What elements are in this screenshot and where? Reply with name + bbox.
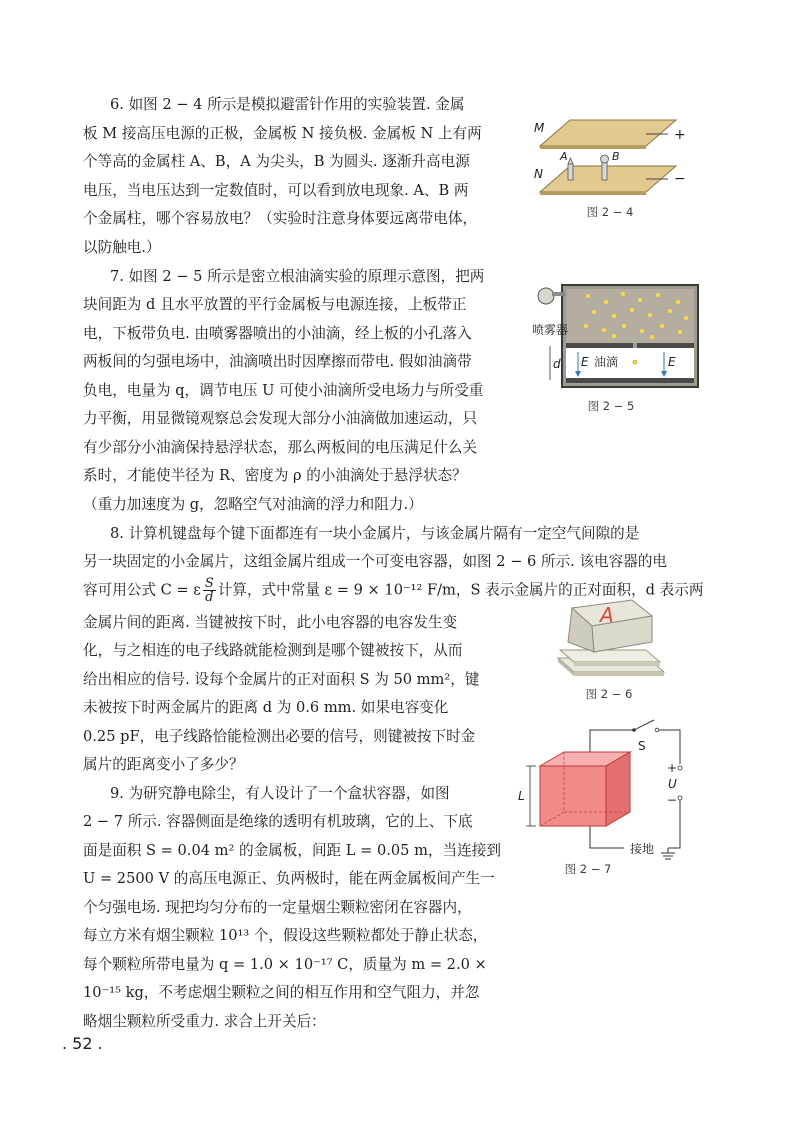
sprayer-bulb [538,288,554,304]
q9-line: 2 − 7 所示. 容器侧面是绝缘的透明有机玻璃，它的上、下底 [83,813,473,830]
q6-line: 以防触电.） [83,239,161,256]
q7-line: 7. 如图 2 − 5 所示是密立根油滴实验的原理示意图，把两 [110,268,485,285]
minus-sign: − [674,171,686,187]
pillar-b [602,162,607,180]
q8-line: 未被按下时两金属片的距离 d 为 0.6 mm. 如果电容变化 [83,699,449,716]
q9-line: U = 2500 V 的高压电源正、负两极时，能在两金属板间产生一 [83,870,495,887]
q6-line: 电压，当电压达到一定数值时，可以看到放电现象. A、B 两 [83,182,469,199]
q9-line: 10⁻¹⁵ kg，不考虑烟尘颗粒之间的相互作用和空气阻力，并忽 [83,984,480,1001]
q8-line: 8. 计算机键盘每个键下面都连有一块小金属片，与该金属片隔有一定空气间隙的是 [110,525,640,542]
figure-2-6-caption: 图 2 − 6 [585,687,633,701]
label-a: A [560,150,568,163]
figure-2-5-caption: 图 2 − 5 [587,399,635,413]
label-plus: + [667,761,678,775]
plus-sign: + [674,127,686,143]
label-u: U [668,777,677,791]
q9-line: 每立方米有烟尘颗粒 10¹³ 个，假设这些颗粒都处于静止状态， [83,927,488,944]
q9-line: 个匀强电场. 现把均匀分布的一定量烟尘颗粒密闭在容器内， [83,899,472,916]
label-m: M [534,121,545,135]
figure-2-7-dust-box [512,716,692,864]
q7-line: 有少部分小油滴保持悬浮状态，那么两板间的电压满足什么关 [83,439,478,456]
key-letter: A [600,603,614,627]
label-n: N [534,167,543,181]
q7-line: 系时，才能使半径为 R、密度为 ρ 的小油滴处于悬浮状态？ [83,467,467,484]
q7-line: 块间距为 d 且水平放置的平行金属板与电源连接，上板带正 [83,296,467,313]
label-switch: S [638,739,646,753]
figure-2-5-millikan [528,282,700,390]
q8-line: 属片的距离变小了多少？ [83,756,244,773]
label-d: d [553,357,561,371]
label-oil-drop: 油滴 [594,355,619,369]
upper-plate [566,343,633,348]
q8-line: 0.25 pF，电子线路恰能检测出必要的信号，则键被按下时金 [83,728,476,745]
label-e-left: E [581,355,589,369]
label-ground: 接地 [630,842,655,856]
q8-line: 给出相应的信号. 设每个金属片的正对面积 S 为 50 mm²，键 [83,671,480,688]
q8-line: 化，与之相连的电子线路就能检测到是哪个键被按下，从而 [83,642,463,659]
q8-line: 另一块固定的小金属片，这组金属片组成一个可变电容器，如图 2 − 6 所示. 该电容器的电 [83,553,668,570]
figure-2-7-caption: 图 2 − 7 [564,862,612,876]
lower-plate [566,378,694,383]
q6-line: 6. 如图 2 − 4 所示是模拟避雷针作用的实验装置. 金属 [110,96,465,113]
figure-2-4-caption: 图 2 − 4 [586,205,634,219]
figure-2-4-lightning-rod [528,112,688,212]
sprayer-label: 喷雾器 [532,323,569,337]
q7-line: （重力加速度为 g，忽略空气对油滴的浮力和阻力.） [83,496,423,513]
fraction-denominator: d [205,590,214,605]
q7-line: 两板间的匀强电场中，油滴喷出时因摩擦而带电. 假如油滴带 [83,353,472,370]
q9-line: 9. 为研究静电除尘，有人设计了一个盒状容器，如图 [110,785,450,802]
plate-m [540,120,676,146]
switch-s [634,720,654,730]
figure-2-6-keyboard-key [548,590,670,690]
q9-line: 面是面积 S = 0.04 m² 的金属板，间距 L = 0.05 m，当连接到 [83,842,501,859]
q7-line: 负电，电量为 q，调节电压 U 可使小油滴所受电场力与所受重 [83,382,484,399]
q7-line: 力平衡，用显微镜观察总会发现大部分小油滴做加速运动，只 [83,410,478,427]
pillar-a [568,164,573,180]
label-b: B [612,150,620,163]
q8-formula-before: 容可用公式 C = ε [83,581,201,599]
page-number: . 52 . [62,1034,103,1053]
q7-line: 电，下板带负电. 由喷雾器喷出的小油滴，经上板的小孔落入 [83,325,472,342]
q9-line: 每个颗粒所带电量为 q = 1.0 × 10⁻¹⁷ C，质量为 m = 2.0 × [83,956,487,973]
fraction-numerator: S [204,576,214,591]
q6-line: 个金属柱，哪个容易放电？（实验时注意身体要远离带电体， [83,210,478,227]
capacitance-fraction [203,577,216,604]
q9-line: 略烟尘颗粒所受重力. 求合上开关后： [83,1013,326,1030]
label-l: L [518,789,525,803]
q8-line: 金属片间的距离. 当键被按下时，此小电容器的电容发生变 [83,614,458,631]
box-front [540,766,606,826]
q6-line: 板 M 接高压电源的正极，金属板 N 接负极. 金属板 N 上有两 [83,125,482,142]
q8-formula-after: 计算，式中常量 ε = 9 × 10⁻¹² F/m，S 表示金属片的正对面积，d 表示两 [217,581,704,599]
label-e-right: E [668,355,676,369]
label-minus: − [667,793,678,807]
q6-line: 个等高的金属柱 A、B，A 为尖头，B 为圆头. 逐渐升高电源 [83,153,470,170]
